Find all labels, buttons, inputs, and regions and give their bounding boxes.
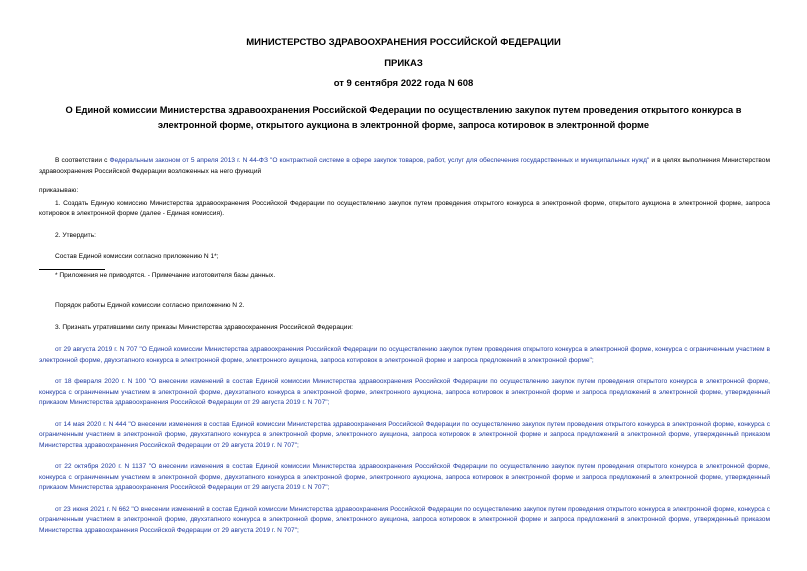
footnote-divider (39, 269, 105, 270)
intro-paragraph (39, 156, 770, 177)
item-1: 1. Создать Единую комиссию Министерства здравоохранения Российской Федерации по осуществлению закупок путем проведения открытого конкурса в электронной форме, открытого аукциона в электронной форме, запроса котировок в электронной форме (далее - Единая комиссия). (39, 199, 770, 217)
document-body (39, 156, 770, 536)
document-title: О Единой комиссии Министерства здравоохранения Российской Федерации по осуществлению закупок путем проведения открытого конкурса в электронной форме, открытого аукциона в электронной форме, запроса котировок в электронной форме (65, 105, 742, 130)
ministry-heading: МИНИСТЕРСТВО ЗДРАВООХРАНЕНИЯ РОССИЙСКОЙ ФЕДЕРАЦИИ (246, 37, 561, 48)
federal-law-link[interactable]: Федеральным законом от 5 апреля 2013 г. N 44-ФЗ "О контрактной системе в сфере закупок товаров, работ, услуг для обеспечения государственных и муниципальных нужд" (109, 157, 650, 164)
repealed-order-link[interactable]: от 23 июня 2021 г. N 662 "О внесении изменений в состав Единой комиссии Министерства здравоохранения Российской Федерации по осуществлению закупок путем проведения открытого конкурса в электронной форме, конкурса с ограниченным участием в электронной форме, двухэтапного конкурса в электронной форме, электронного аукциона, запроса котировок в электронной форме и запроса предложений в электронной форме, утвержденный приказом Министерства здравоохранения Российской Федерации от 29 августа 2019 г. N 707"; (39, 505, 770, 534)
repealed-order-link[interactable]: от 22 октября 2020 г. N 1137 "О внесении изменения в состав Единой комиссии Министерства здравоохранения Российской Федерации по осуществлению закупок путем проведения открытого конкурса в электронной форме, конкурса с ограниченным участием в электронной форме, двухэтапного конкурса в электронной форме, электронного аукциона, запроса котировок в электронной форме и запроса предложений в электронной форме, утвержденный приказом Министерства здравоохранения Российской Федерации от 29 августа 2019 г. N 707"; (39, 463, 770, 491)
document-date-number: от 9 сентября 2022 года N 608 (333, 78, 474, 89)
item-3: 3. Признать утратившими силу приказы Министерства здравоохранения Российской Федерации: (55, 323, 353, 331)
item-2: 2. Утвердить: (55, 231, 96, 239)
orders-label: приказываю: (39, 187, 79, 194)
intro-text-after: и в целях выполнения Министерством здравоохранения Российской Федерации возложенных на него функций (39, 157, 771, 175)
repealed-order-link[interactable]: от 14 мая 2020 г. N 444 "О внесении изменения в состав Единой комиссии Министерства здравоохранения Российской Федерации по осуществлению закупок путем проведения открытого конкурса в электронной форме, конкурса с ограниченным участием в электронной форме, двухэтапного конкурса в электронной форме, электронного аукциона, запроса котировок в электронной форме и запроса предложений в электронной форме, утвержденный приказом Министерства здравоохранения Российской Федерации от 29 августа 2019 г. N 707"; (39, 420, 770, 449)
intro-text-before: В соответствии с (55, 157, 110, 164)
procedure-line: Порядок работы Единой комиссии согласно приложению N 2. (55, 302, 245, 309)
document-type: ПРИКАЗ (384, 58, 423, 69)
footnote: * Приложения не приводятся. - Примечание изготовителя базы данных. (55, 271, 276, 279)
repealed-order-link[interactable]: от 18 февраля 2020 г. N 100 "О внесении изменений в состав Единой комиссии Министерства здравоохранения Российской Федерации по осуществлению закупок путем проведения открытого конкурса в электронной форме, конкурса с ограниченным участием в электронной форме, двухэтапного конкурса в электронной форме, электронного аукциона, запроса котировок в электронной форме и запроса предложений в электронной форме, утвержденный приказом Министерства здравоохранения Российской Федерации от 29 августа 2019 г. N 707"; (39, 378, 770, 406)
repealed-order-link[interactable]: от 29 августа 2019 г. N 707 "О Единой комиссии Министерства здравоохранения Российской Федерации по осуществлению закупок путем проведения открытого конкурса в электронной форме, конкурса с ограниченным участием в электронной форме, двухэтапного конкурса в электронной форме, электронного аукциона, запроса котировок в электронной форме и запроса предложений в электронной форме"; (39, 346, 770, 364)
composition-line: Состав Единой комиссии согласно приложению N 1*; (55, 253, 219, 260)
